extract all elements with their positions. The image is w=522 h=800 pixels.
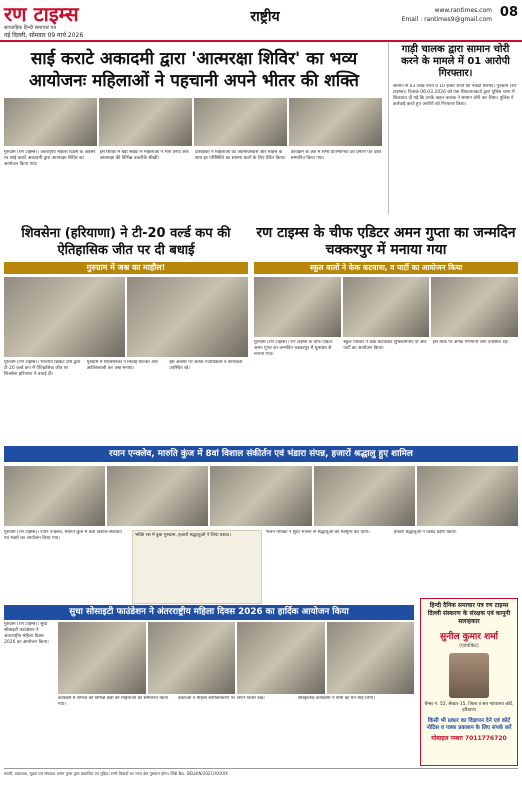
ad-portrait: [449, 653, 489, 698]
article-column: गुरुग्राम (रण टाइम्स)। रयान एन्क्लेव, मारुति कुंज में 8वां विशाल संकीर्तन एवं भंडारे का आयोजन किया गया।: [4, 530, 122, 541]
birthday-story-body: [254, 340, 518, 440]
section-name: राष्ट्रीय: [250, 9, 280, 25]
side-headline: गाड़ी चालक द्वारा सामान चोरी करने के मामले में 01 आरोपी गिरफ्तार।: [401, 44, 510, 79]
birthday-headline: रण टाइम्स के चीफ एडिटर अमन गुप्ता का जन्मदिन चक्करपुर में मनाया गया: [256, 225, 516, 258]
advertisement-box[interactable]: [420, 598, 518, 766]
page-number: 08: [499, 5, 518, 20]
story-photo: [4, 466, 105, 526]
birthday-photo-strip: [254, 277, 518, 337]
story-photo: [314, 466, 415, 526]
article-column: भजन गायकों ने सुंदर भजनों से श्रद्धालुओं को मंत्रमुग्ध कर दिया।: [266, 530, 370, 535]
shivsena-story-body: [4, 360, 248, 440]
story-photo: [327, 622, 415, 694]
side-story-body: सामान से 03 लाख रुपये व 10 हजार रुपये की नकदी बरामद। गुरुग्राम (रण टाइम्स)। दिनांक 06.03.2026 को एक शिकायतकर्ता द्वारा पुलिस थाना में शिकायत दी गई कि उनके वाहन चालक ने सामान चोरी कर लिया। पुलिस ने कार्रवाई करते हुए आरोपी को गिरफ्तार किया।: [393, 84, 517, 107]
ryan-story-body: [4, 530, 518, 604]
ryan-headline: रयान एन्क्लेव, मारुति कुंज में 8वां विशाल संकीर्तन एवं भंडारा संपन्न, हजारों श्रद्धालु हुए शामिल: [4, 446, 518, 462]
imprint-footer: स्वामी, प्रकाशक, मुद्रक एवं संपादक अमन गुप्ता द्वारा प्रकाशित एवं मुद्रित। सभी विवादों का न्याय क्षेत्र गुरुग्राम होगा। RNI No. DELHIN/2021/XXXXX: [4, 768, 518, 796]
story-photo: [289, 98, 382, 146]
ad-mobile-number[interactable]: मोबाइल नम्बरः 7011776720: [431, 735, 507, 742]
story-photo: [254, 277, 341, 337]
shivsena-kicker: गुरुग्राम में जश्न का माहौल!: [4, 262, 248, 274]
story-photo: [4, 277, 125, 357]
story-photo: [148, 622, 236, 694]
ryan-photo-strip: [4, 466, 518, 526]
article-column: स्कूल परिवार ने केक कटवाकर शुभकामनाएं दीं और पार्टी का आयोजन किया।: [343, 340, 427, 351]
site-info: [402, 6, 492, 24]
ad-call-to-action: किसी भी प्रकार का विज्ञापन देने एवं कोर्ट नोटिस व पत्रक प्रकाशन के लिए संपर्क करें: [426, 718, 512, 731]
article-column: वक्ताओं ने महिला सशक्तिकरण पर अपने विचार रखे।: [178, 696, 265, 701]
main-story-body: [4, 150, 382, 220]
sudha-photo-strip: [58, 622, 414, 694]
story-photo: [417, 466, 518, 526]
article-column: कार्यक्रम के अंत में सभी प्रतिभागियों को प्रमाण पत्र देकर सम्मानित किया गया।: [290, 150, 382, 161]
article-column: इस अवसर पर अनेक पदाधिकारी व कार्यकर्ता उपस्थित रहे।: [169, 360, 243, 371]
article-column: हजारों श्रद्धालुओं ने प्रसाद ग्रहण किया।: [394, 530, 457, 535]
masthead: [0, 0, 522, 42]
main-photo-strip: [4, 98, 382, 146]
shivsena-headline: शिवसेना (हरियाणा) ने टी-20 वर्ल्ड कप की ऐतिहासिक जीत पर दी बधाई: [21, 226, 231, 258]
story-photo: [58, 622, 146, 694]
article-column: गुरुग्राम (रण टाइम्स)। अंतर्राष्ट्रीय महिला दिवस के अवसर पर साई कराटे अकादमी द्वारा आत्मरक्षा शिविर का आयोजन किया गया।: [4, 150, 96, 167]
story-photo: [127, 277, 248, 357]
email-link[interactable]: Email : rantimes9@gmail.com: [401, 16, 492, 23]
article-column: कार्यक्रम में समाज की विभिन्न क्षेत्रों की महिलाओं को सम्मानित किया गया।: [58, 696, 168, 707]
shivsena-photo-strip: [4, 277, 248, 357]
side-story: [388, 42, 518, 214]
sudha-left-column: गुरुग्राम (रण टाइम्स)। सुधा सोसाइटी फाउंडेशन ने अंतरराष्ट्रीय महिला दिवस 2026 का आयोजन किया।: [4, 622, 49, 645]
ad-person-name: सुनील कुमार शर्मा: [440, 632, 498, 642]
main-headline: साई कराटे अकादमी द्वारा 'आत्मरक्षा शिविर' का भव्य आयोजनः महिलाओं ने पहचानी अपने भीतर की शक्ति: [29, 49, 359, 91]
logo-text: रण टाइम्स: [4, 2, 79, 26]
sudha-story-body: [58, 696, 414, 762]
article-column: गुरुग्राम (रण टाइम्स)। भारतीय क्रिकेट टीम द्वारा टी-20 वर्ल्ड कप में ऐतिहासिक जीत पर शिवसेना हरियाणा ने बधाई दी।: [4, 360, 81, 377]
story-photo: [237, 622, 325, 694]
ad-person-title: (एडवोकेट): [459, 643, 479, 649]
date-line: नई दिल्ली, सोमवार 09 मार्च 2026: [4, 32, 84, 39]
sudha-headline: सुधा सोसाइटी फाउंडेशन ने अंतरराष्ट्रीय महिला दिवस 2026 का हार्दिक आयोजन किया: [4, 605, 414, 620]
ad-address: चैम्बर नं. 52, सेक्टर-15, जिला व सत्र न्यायालय कोर्ट, हरियाणा: [424, 702, 514, 713]
ad-intro: हिन्दी दैनिक समाचार पत्र रण टाइम्स दिल्ली संस्करण के संरक्षक एवं कानूनी सलाहकार: [427, 602, 511, 625]
story-photo: [343, 277, 430, 337]
article-column: इस शिविर में बड़ी संख्या में महिलाओं ने भाग लिया और आत्मरक्षा की विभिन्न तकनीकें सीखीं।: [99, 150, 189, 161]
story-photo: [99, 98, 192, 146]
story-photo: [194, 98, 287, 146]
story-photo: [431, 277, 518, 337]
pullquote-box: भक्ति रस में डूबा गुरुग्राम, हजारों श्रद्धालुओं ने लिया प्रसाद।: [132, 530, 262, 604]
article-column: गुरुग्राम में शिवसैनिकों ने मिठाई बांटकर और आतिशबाजी कर जश्न मनाया।: [86, 360, 158, 371]
story-photo: [107, 466, 208, 526]
story-photo: [210, 466, 311, 526]
story-photo: [4, 98, 97, 146]
article-column: सांस्कृतिक कार्यक्रमों ने सभी का मन मोह लिया।: [298, 696, 375, 701]
newspaper-logo: [4, 3, 154, 30]
logo-tagline: साप्ताहिक हिन्दी समाचार पत्र: [4, 25, 57, 31]
article-column: इस मौके पर अनेक गणमान्य लोग उपस्थित रहे।: [432, 340, 509, 345]
article-column: गुरुग्राम (रण टाइम्स)। रण टाइम्स के चीफ एडिटर अमन गुप्ता का जन्मदिन चक्करपुर में धूमधाम से मनाया गया।: [254, 340, 333, 357]
website-link[interactable]: www.rantimes.com: [434, 7, 492, 14]
article-column: प्रशिक्षकों ने महिलाओं को आत्मविश्वास और साहस के साथ हर परिस्थिति का सामना करने के लिए प्रेरित किया।: [195, 150, 286, 161]
birthday-kicker: स्कूल वालों ने केक कटवाया, व पार्टी का आयोजन किया: [254, 262, 518, 274]
